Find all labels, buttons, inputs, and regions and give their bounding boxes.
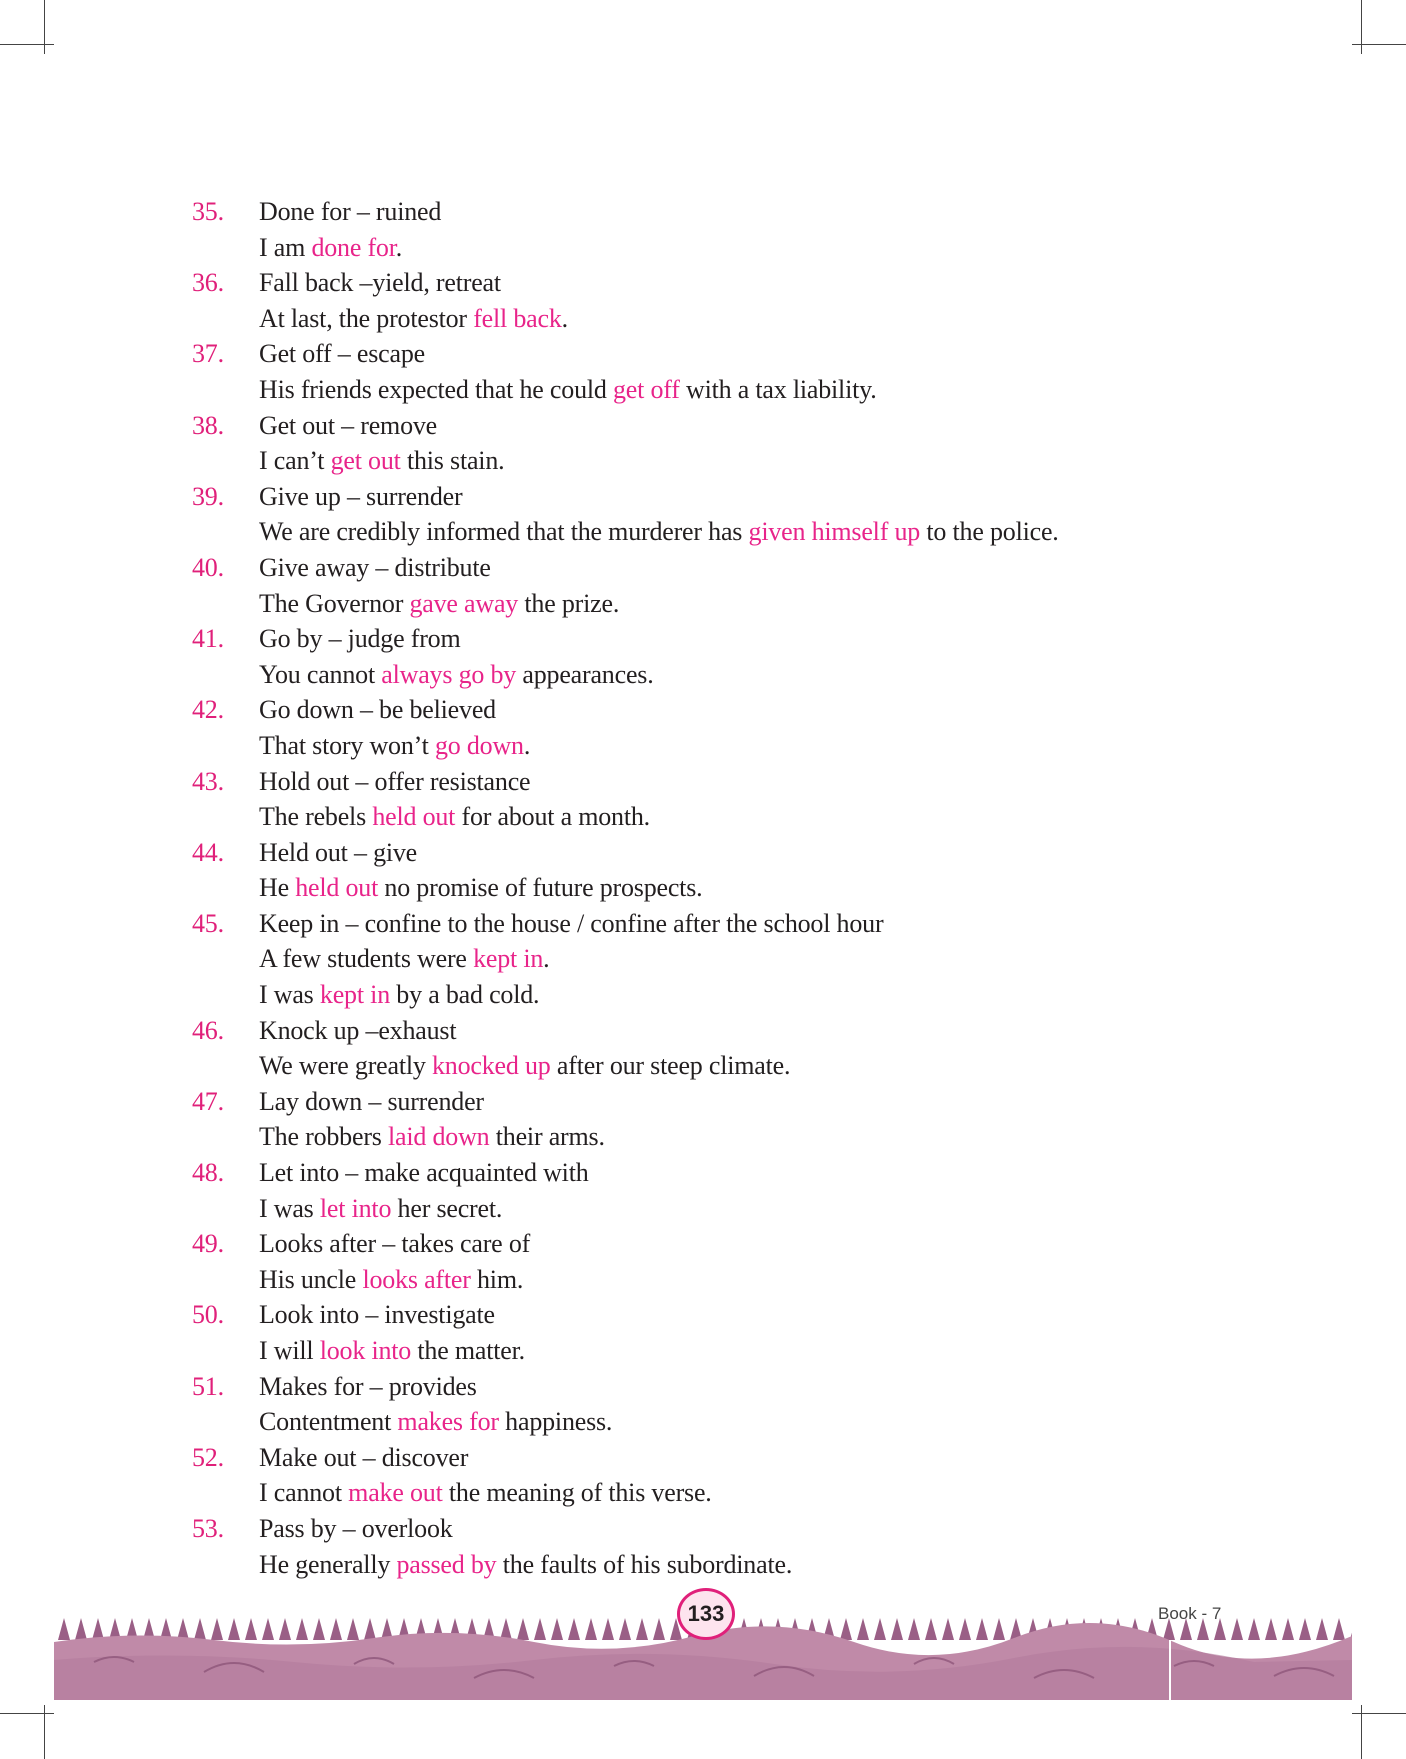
crop-mark-bottom-right-h: [1352, 1713, 1406, 1714]
example-text-after: the matter.: [411, 1336, 525, 1365]
definition-text: Go by – judge from: [259, 624, 461, 654]
example-sentence: [259, 586, 619, 622]
entry-number: 48.: [192, 1158, 224, 1188]
example-sentence: [259, 1547, 792, 1583]
entry-number: 37.: [192, 339, 224, 369]
definition-line: [192, 1155, 1302, 1191]
example-text-before: The Governor: [259, 588, 410, 618]
definition-line: [192, 835, 1302, 871]
entry-number: 44.: [192, 837, 224, 867]
phrasal-verb-entry: [192, 1226, 1302, 1297]
tree-shape: [993, 1618, 1005, 1640]
tree-shape: [279, 1618, 291, 1640]
entry-number: 40.: [192, 552, 224, 582]
phrasal-verb-entry: [192, 1084, 1302, 1155]
example-line: [192, 870, 1302, 906]
example-text-before: His uncle: [259, 1264, 363, 1294]
tree-shape: [1282, 1618, 1294, 1640]
example-sentence: [259, 728, 530, 764]
highlighted-phrase: fell back: [473, 303, 562, 333]
tree-shape: [313, 1618, 325, 1640]
example-line: [192, 1119, 1302, 1155]
example-sentence: [259, 1191, 502, 1227]
entry-number: 51.: [192, 1371, 224, 1401]
tree-shape: [874, 1618, 886, 1640]
example-line: [192, 1262, 1302, 1298]
tree-shape: [534, 1618, 546, 1640]
crop-mark-top-left-h: [0, 44, 54, 45]
example-text-after: .: [523, 730, 531, 760]
phrasal-verb-entry: [192, 1511, 1302, 1582]
phrasal-verb-entry: [192, 550, 1302, 621]
phrasal-verb-entry: [192, 835, 1302, 906]
phrasal-verb-entry: [192, 479, 1302, 550]
entry-number: 36.: [192, 268, 224, 298]
highlighted-phrase: look into: [319, 1336, 412, 1365]
highlighted-phrase: held out: [295, 873, 379, 903]
example-text-before: I was: [259, 980, 320, 1010]
example-text-after: the meaning of this verse.: [442, 1478, 712, 1508]
example-sentence: [259, 443, 504, 479]
example-line: [192, 941, 1302, 977]
definition-line: [192, 692, 1302, 728]
example-text-after: appearances.: [516, 659, 654, 689]
example-sentence: [259, 657, 654, 693]
example-text-before: I can’t: [259, 446, 331, 476]
example-text-before: A few students were: [259, 944, 474, 974]
example-sentence: [259, 1119, 605, 1155]
highlighted-phrase: get off: [613, 374, 680, 404]
phrasal-verb-entry: [192, 692, 1302, 763]
tree-shape: [58, 1618, 70, 1640]
example-line: [192, 586, 1302, 622]
tree-shape: [942, 1618, 954, 1640]
phrasal-verb-entry: [192, 1440, 1302, 1511]
tree-shape: [959, 1618, 971, 1640]
definition-text: Make out – discover: [259, 1442, 469, 1472]
definition-text: Look into – investigate: [259, 1300, 495, 1330]
highlighted-phrase: makes for: [397, 1407, 499, 1437]
definition-text: Hold out – offer resistance: [259, 766, 531, 796]
highlighted-phrase: held out: [372, 802, 456, 832]
phrasal-verb-entry: [192, 906, 1302, 1013]
example-sentence: [259, 1048, 790, 1084]
definition-line: [192, 550, 1302, 586]
crop-mark-top-left-v: [44, 0, 45, 54]
definition-text: Fall back –yield, retreat: [259, 268, 501, 298]
tree-shape: [653, 1618, 665, 1640]
highlighted-phrase: get out: [330, 446, 401, 476]
definition-line: [192, 1226, 1302, 1262]
example-line: [192, 443, 1302, 479]
tree-shape: [347, 1618, 359, 1640]
entry-number: 46.: [192, 1015, 224, 1045]
highlighted-phrase: gave away: [409, 588, 519, 618]
tree-shape: [211, 1618, 223, 1640]
example-line: [192, 514, 1302, 550]
example-text-before: We are credibly informed that the murderer has: [259, 517, 749, 547]
phrasal-verb-list: [192, 194, 1302, 1582]
example-sentence: [259, 799, 650, 835]
example-text-before: I cannot: [259, 1478, 349, 1508]
book-label: Book - 7: [1158, 1604, 1222, 1623]
highlighted-phrase: kept in: [319, 980, 390, 1010]
phrasal-verb-entry: [192, 1013, 1302, 1084]
example-sentence: [259, 870, 702, 906]
example-text-after: .: [395, 232, 403, 262]
definition-line: [192, 1511, 1302, 1547]
definition-line: [192, 1013, 1302, 1049]
example-text-after: their arms.: [489, 1122, 605, 1152]
highlighted-phrase: always go by: [381, 659, 517, 689]
example-text-before: I will: [259, 1336, 320, 1365]
highlighted-phrase: looks after: [362, 1264, 471, 1294]
definition-line: [192, 1297, 1302, 1333]
example-text-after: .: [561, 303, 568, 333]
tree-shape: [568, 1618, 580, 1640]
phrasal-verb-entry: [192, 764, 1302, 835]
entry-number: 52.: [192, 1442, 224, 1472]
highlighted-phrase: passed by: [396, 1549, 497, 1579]
definition-text: Let into – make acquainted with: [259, 1158, 589, 1188]
example-sentence: [259, 230, 402, 266]
example-line: [192, 1191, 1302, 1227]
definition-text: Makes for – provides: [259, 1371, 477, 1401]
tree-shape: [1231, 1618, 1243, 1640]
example-text-after: the prize.: [518, 588, 620, 618]
entry-number: 41.: [192, 624, 224, 654]
example-text-before: The robbers: [259, 1122, 388, 1152]
definition-line: [192, 336, 1302, 372]
example-text-before: We were greatly: [259, 1051, 432, 1081]
tree-shape: [194, 1618, 206, 1640]
tree-shape: [925, 1618, 937, 1640]
phrasal-verb-entry: [192, 1369, 1302, 1440]
tree-shape: [92, 1618, 104, 1640]
definition-text: Looks after – takes care of: [259, 1229, 531, 1259]
entry-number: 35.: [192, 197, 224, 226]
definition-line: [192, 194, 1302, 230]
example-text-after: this stain.: [400, 446, 505, 476]
definition-text: Give up – surrender: [259, 481, 463, 511]
example-line: [192, 1048, 1302, 1084]
example-text-after: her secret.: [391, 1193, 503, 1223]
definition-line: [192, 265, 1302, 301]
crop-mark-top-right-v: [1361, 0, 1362, 54]
example-text-after: the faults of his subordinate.: [496, 1549, 793, 1579]
example-sentence: [259, 1262, 523, 1298]
tree-shape: [245, 1618, 257, 1640]
definition-text: Give away – distribute: [259, 552, 491, 582]
highlighted-phrase: kept in: [473, 944, 544, 974]
crop-mark-top-right-h: [1352, 44, 1406, 45]
definition-text: Pass by – overlook: [259, 1513, 453, 1543]
example-text-after: after our steep climate.: [550, 1051, 791, 1081]
definition-line: [192, 479, 1302, 515]
example-text-after: happiness.: [498, 1407, 613, 1437]
phrasal-verb-entry: [192, 408, 1302, 479]
entry-number: 45.: [192, 908, 224, 938]
entry-number: 39.: [192, 481, 224, 511]
example-line: [192, 728, 1302, 764]
example-line: [192, 799, 1302, 835]
phrasal-verb-entry: [192, 265, 1302, 336]
example-text-before: That story won’t: [259, 730, 435, 760]
example-text-after: .: [543, 944, 550, 974]
definition-text: Done for – ruined: [259, 197, 442, 226]
definition-line: [192, 1369, 1302, 1405]
example-line: [192, 301, 1302, 337]
tree-shape: [1299, 1618, 1311, 1640]
tree-shape: [262, 1618, 274, 1640]
example-text-before: At last, the protestor: [259, 303, 474, 333]
example-text-before: He generally: [259, 1549, 397, 1579]
example-line: [192, 230, 1302, 266]
page-number-badge: 133: [677, 1588, 735, 1640]
phrasal-verb-entry: [192, 336, 1302, 407]
entry-number: 38.: [192, 410, 224, 440]
tree-shape: [1265, 1618, 1277, 1640]
entry-number: 50.: [192, 1300, 224, 1330]
example-text-after: with a tax liability.: [679, 374, 877, 404]
tree-shape: [330, 1618, 342, 1640]
tree-shape: [75, 1618, 87, 1640]
tree-shape: [908, 1618, 920, 1640]
definition-line: [192, 408, 1302, 444]
tree-shape: [891, 1618, 903, 1640]
definition-line: [192, 1084, 1302, 1120]
tree-shape: [602, 1618, 614, 1640]
example-sentence: [259, 372, 877, 408]
highlighted-phrase: given himself up: [748, 517, 921, 547]
example-line: [192, 1404, 1302, 1440]
definition-line: [192, 906, 1302, 942]
example-line-2: [192, 977, 1302, 1013]
tree-shape: [517, 1618, 529, 1640]
definition-text: Knock up –exhaust: [259, 1015, 457, 1045]
example-line: [192, 1475, 1302, 1511]
example-text-after: for about a month.: [455, 802, 650, 832]
definition-text: Keep in – confine to the house / confine after the school hour: [259, 908, 884, 938]
example-sentence: [259, 1333, 525, 1369]
highlighted-phrase: laid down: [388, 1122, 490, 1152]
example-line: [192, 372, 1302, 408]
example-sentence: [259, 301, 568, 337]
example-text-after: to the police.: [920, 517, 1059, 547]
example-text-after: no promise of future prospects.: [378, 873, 703, 903]
highlighted-phrase: knocked up: [432, 1051, 551, 1081]
example-text-before: I was: [259, 1193, 320, 1223]
entry-number: 53.: [192, 1513, 224, 1543]
phrasal-verb-entry: [192, 1297, 1302, 1368]
definition-line: [192, 621, 1302, 657]
entry-number: 49.: [192, 1229, 224, 1259]
example-text-before: The rebels: [259, 802, 373, 832]
example-text-before: You cannot: [259, 659, 382, 689]
example-sentence-2: [259, 977, 539, 1013]
phrasal-verb-entry: [192, 621, 1302, 692]
tree-shape: [1248, 1618, 1260, 1640]
definition-text: Go down – be believed: [259, 695, 496, 725]
example-line: [192, 657, 1302, 693]
tree-shape: [976, 1618, 988, 1640]
example-text-after: by a bad cold.: [390, 980, 540, 1010]
phrasal-verb-entry: [192, 1155, 1302, 1226]
definition-text: Get out – remove: [259, 410, 438, 440]
example-text-after: him.: [470, 1264, 524, 1294]
tree-shape: [585, 1618, 597, 1640]
tree-shape: [296, 1618, 308, 1640]
example-line: [192, 1333, 1302, 1369]
definition-text: Get off – escape: [259, 339, 425, 369]
entry-number: 47.: [192, 1086, 224, 1116]
example-text-before: His friends expected that he could: [259, 374, 613, 404]
definition-text: Held out – give: [259, 837, 418, 867]
example-text-before: Contentment: [259, 1407, 398, 1437]
tree-shape: [840, 1618, 852, 1640]
tree-shape: [857, 1618, 869, 1640]
highlighted-phrase: done for: [311, 232, 396, 262]
tree-shape: [619, 1618, 631, 1640]
tree-shape: [228, 1618, 240, 1640]
example-sentence: [259, 514, 1059, 550]
highlighted-phrase: let into: [319, 1193, 392, 1223]
definition-line: [192, 764, 1302, 800]
tree-shape: [1333, 1618, 1345, 1640]
tree-shape: [636, 1618, 648, 1640]
example-text-before: He: [259, 873, 296, 903]
example-line: [192, 1547, 1302, 1583]
example-text-before: I am: [259, 232, 312, 262]
phrasal-verb-entry: [192, 194, 1302, 265]
tree-shape: [1316, 1618, 1328, 1640]
entry-number: 42.: [192, 695, 224, 725]
highlighted-phrase: make out: [348, 1478, 443, 1508]
definition-text: Lay down – surrender: [259, 1086, 484, 1116]
highlighted-phrase: go down: [434, 730, 524, 760]
tree-shape: [551, 1618, 563, 1640]
crop-mark-bottom-left-h: [0, 1713, 54, 1714]
entry-number: 43.: [192, 766, 224, 796]
example-sentence: [259, 1475, 712, 1511]
tree-shape: [364, 1618, 376, 1640]
example-sentence: [259, 1404, 612, 1440]
definition-line: [192, 1440, 1302, 1476]
example-sentence: [259, 941, 549, 977]
